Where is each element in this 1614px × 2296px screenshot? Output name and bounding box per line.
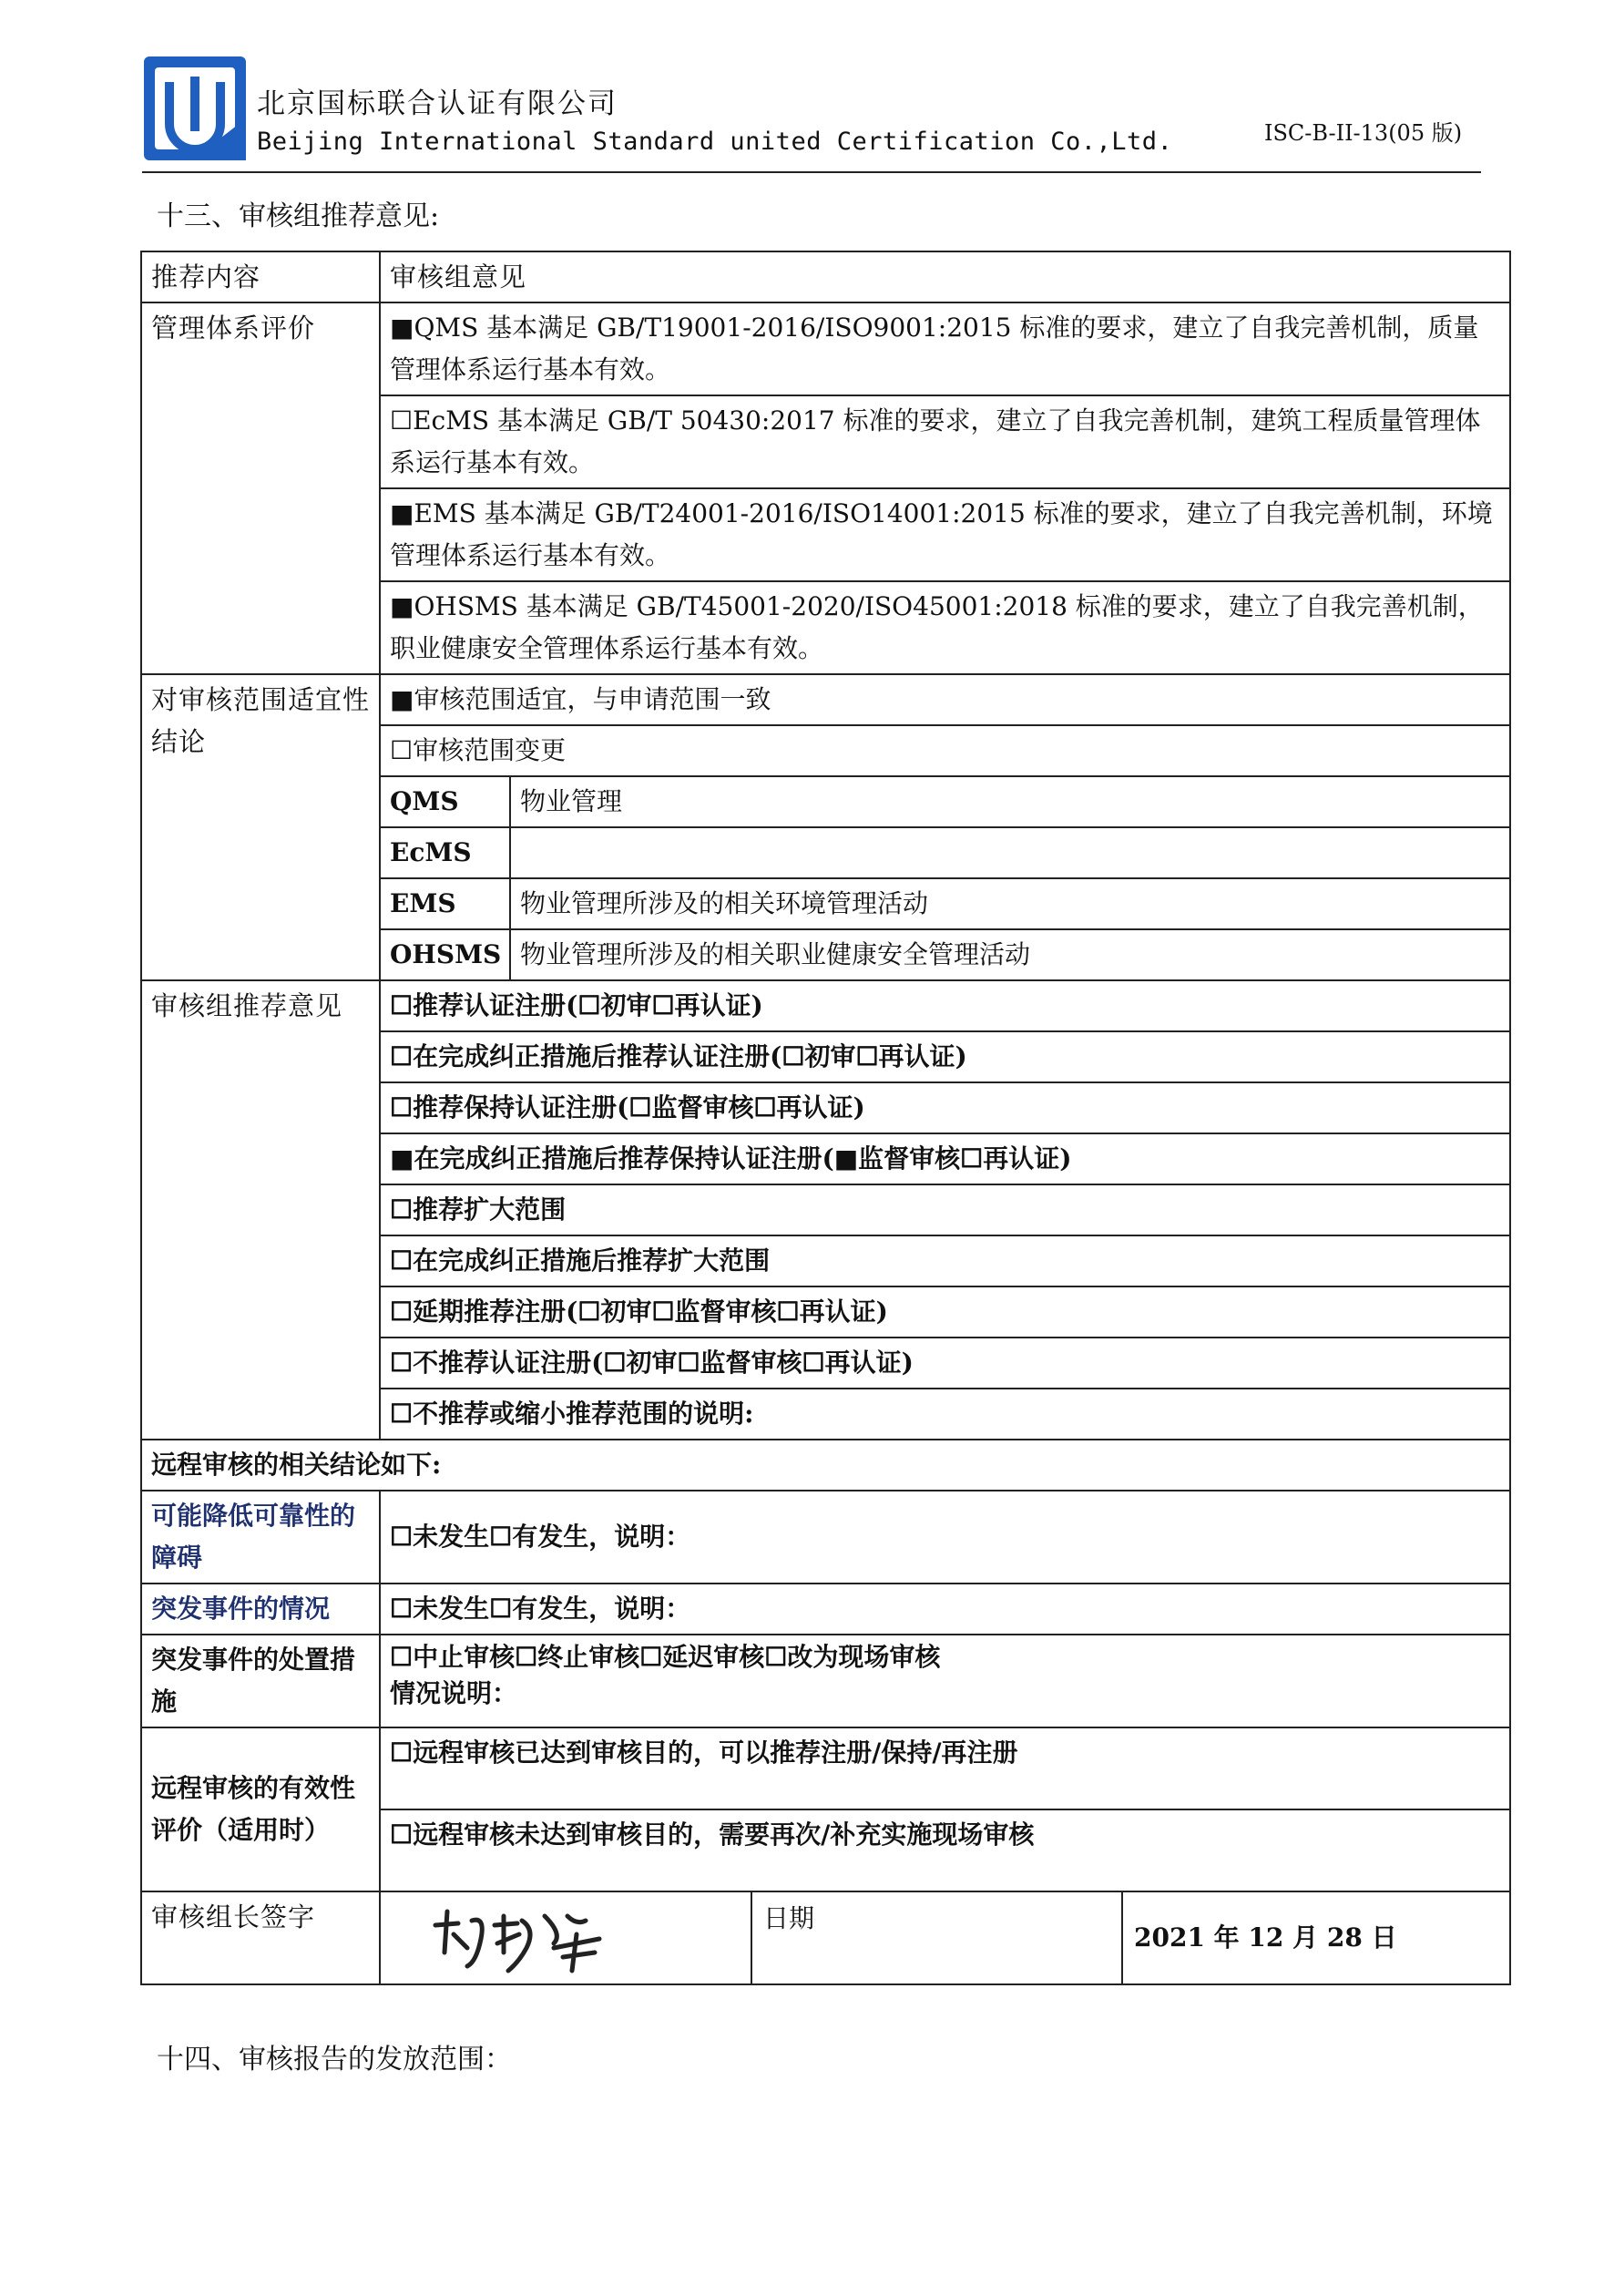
mgmt-item: ■QMS 基本满足 GB/T19001-2016/ISO9001:2015 标准的要求，建立了自我完善机制，质量管理体系运行基本有效。	[380, 302, 1510, 395]
scope-desc: 物业管理所涉及的相关职业健康安全管理活动	[510, 929, 1510, 980]
section-14-title: 十四、审核报告的发放范围：	[157, 2044, 512, 2076]
company-name-cn: 北京国标联合认证有限公司	[257, 87, 618, 120]
scope-system: QMS	[380, 776, 510, 827]
date-value: 2021 年 12 月 28 日	[1134, 1922, 1397, 1953]
date-label: 日期	[751, 1892, 1122, 1983]
scope-item: ☐审核范围变更	[380, 725, 1510, 776]
scope-desc: 物业管理	[510, 776, 1510, 827]
mgmt-item: ■EMS 基本满足 GB/T24001-2016/ISO14001:2015 标准的要求，建立了自我完善机制，环境管理体系运行基本有效。	[380, 488, 1510, 581]
recommendation-table	[140, 251, 1511, 1985]
company-logo	[142, 55, 248, 162]
leader-sig-label: 审核组长签字	[141, 1891, 380, 1984]
remote-title: 远程审核的相关结论如下:	[141, 1440, 1510, 1491]
mgmt-label: 管理体系评价	[141, 302, 380, 674]
scope-item: ■审核范围适宜，与申请范围一致	[380, 674, 1510, 725]
signature-cell	[381, 1892, 751, 1983]
scope-desc: 物业管理所涉及的相关环境管理活动	[510, 878, 1510, 929]
rec-item: ☐推荐保持认证注册(☐监督审核☐再认证)	[380, 1082, 1510, 1133]
sig-date-row	[381, 1892, 1509, 1983]
remote-row-label: 可能降低可靠性的障碍	[141, 1491, 380, 1584]
header-divider	[142, 171, 1481, 173]
head-col2: 审核组意见	[380, 251, 1510, 302]
mgmt-item: ☐EcMS 基本满足 GB/T 50430:2017 标准的要求，建立了自我完善机制，建筑工程质量管理体系运行基本有效。	[380, 395, 1510, 488]
scope-system: OHSMS	[380, 929, 510, 980]
rec-item: ☐在完成纠正措施后推荐扩大范围	[380, 1235, 1510, 1286]
scope-desc	[510, 827, 1510, 878]
validity-item: ☐远程审核未达到审核目的，需要再次/补充实施现场审核	[380, 1809, 1510, 1891]
disposal-label: 突发事件的处置措施	[141, 1635, 380, 1727]
head-col1: 推荐内容	[141, 251, 380, 302]
section-13-title: 十三、审核组推荐意见:	[157, 200, 440, 232]
mgmt-item: ■OHSMS 基本满足 GB/T45001-2020/ISO45001:2018 标准的要求，建立了自我完善机制，职业健康安全管理体系运行基本有效。	[380, 581, 1510, 674]
rec-item: ☐延期推荐注册(☐初审☐监督审核☐再认证)	[380, 1286, 1510, 1338]
disposal-cell	[380, 1635, 1510, 1727]
rec-item: ☐不推荐认证注册(☐初审☐监督审核☐再认证)	[380, 1338, 1510, 1389]
rec-item: ■在完成纠正措施后推荐保持认证注册(■监督审核☐再认证)	[380, 1133, 1510, 1184]
sig-date-cell	[380, 1891, 1510, 1984]
rec-label: 审核组推荐意见	[141, 980, 380, 1440]
rec-item: ☐推荐认证注册(☐初审☐再认证)	[380, 980, 1510, 1031]
rec-item: ☐不推荐或缩小推荐范围的说明:	[380, 1389, 1510, 1440]
rec-item: ☐在完成纠正措施后推荐认证注册(☐初审☐再认证)	[380, 1031, 1510, 1082]
disposal-note: 情况说明：	[390, 1678, 518, 1708]
remote-row-value: ☐未发生☐有发生，说明：	[380, 1584, 1510, 1635]
signature-image	[417, 1898, 645, 1980]
validity-label: 远程审核的有效性评价（适用时）	[141, 1727, 380, 1891]
scope-label: 对审核范围适宜性结论	[141, 674, 380, 980]
rec-item: ☐推荐扩大范围	[380, 1184, 1510, 1235]
remote-row-label: 突发事件的情况	[141, 1584, 380, 1635]
scope-system: EcMS	[380, 827, 510, 878]
remote-row-value: ☐未发生☐有发生，说明：	[380, 1491, 1510, 1584]
validity-item: ☐远程审核已达到审核目的，可以推荐注册/保持/再注册	[380, 1727, 1510, 1809]
disposal-value: ☐中止审核☐终止审核☐延迟审核☐改为现场审核	[390, 1642, 941, 1672]
scope-system: EMS	[380, 878, 510, 929]
document-code: ISC-B-II-13(05 版)	[1264, 120, 1463, 146]
company-name-en: Beijing International Standard united Certification Co.,Ltd.	[257, 128, 1173, 156]
